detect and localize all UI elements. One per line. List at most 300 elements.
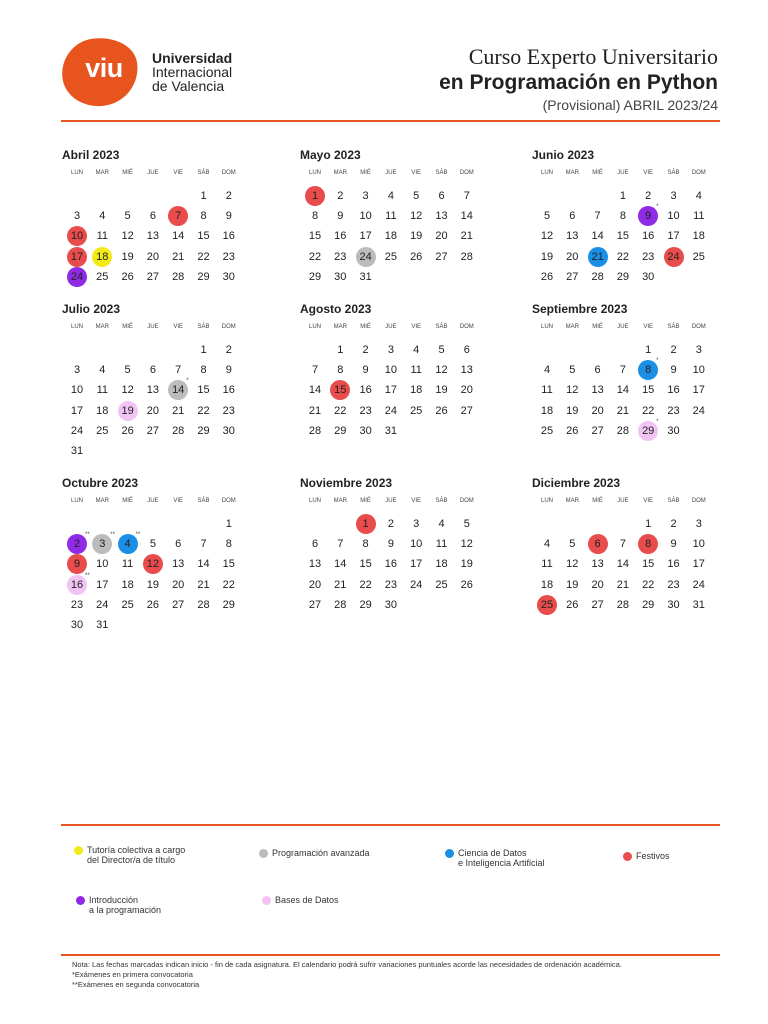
day: 24 [692,404,705,417]
day: 23 [642,250,655,263]
title-line2: en Programación en Python [439,71,718,94]
day: 30 [667,598,680,611]
day: 10 [96,558,109,571]
day: 31 [692,598,705,611]
day-gray: 24 [356,247,376,267]
legend-label-line: Bases de Datos [275,895,339,905]
weekday-label: VIE [643,170,654,176]
day: 21 [197,578,210,591]
weekday-label: MAR [565,498,579,504]
weekday-label: DOM [459,324,474,330]
legend-label-line: Ciencia de Datos [458,848,527,858]
day: 8 [311,210,319,223]
day: 13 [566,230,579,243]
weekday-label: DOM [459,498,474,504]
day: 2 [645,190,652,202]
day: 25 [384,250,398,263]
day: 17 [70,404,84,417]
day: 4 [413,344,420,356]
day: 15 [616,230,630,243]
day: 13 [172,558,185,571]
weekday-label: SÁB [197,498,210,504]
month-title: Octubre 2023 [62,476,139,490]
day: 30 [70,619,84,631]
day: 4 [438,518,445,530]
day: 3 [73,210,81,223]
day: 2 [670,344,677,356]
legend-dot-purple [76,896,85,905]
exam-marker: * [656,358,659,365]
day: 22 [197,404,210,417]
day: 30 [334,270,347,283]
day: 6 [438,190,445,202]
day: 19 [540,250,554,263]
day: 15 [197,230,210,243]
day: 14 [334,558,347,571]
weekday-label: SÁB [435,498,448,504]
day: 1 [337,344,344,356]
day: 7 [619,364,626,377]
day-red: 15 [330,380,350,400]
day: 2 [225,344,232,356]
day: 12 [121,230,134,243]
day: 5 [569,538,576,551]
day: 6 [594,364,601,377]
day: 2 [670,518,677,530]
day: 29 [222,598,235,611]
weekday-label: VIE [173,170,184,176]
day: 22 [334,404,347,417]
day: 23 [667,404,680,417]
day: 4 [543,364,551,377]
weekday-label: VIE [173,324,184,330]
day: 16 [359,384,372,397]
day-gray: 14 [168,380,188,400]
note-second-call: **Exámenes en segunda convocatoria [72,980,200,989]
weekday-label: DOM [691,170,706,176]
legend-label [458,848,545,868]
day: 7 [619,538,626,551]
day: 30 [359,424,372,437]
day: 27 [460,404,473,417]
month-title: Septiembre 2023 [532,302,628,316]
day: 16 [384,558,398,571]
weekday-label: JUE [617,170,629,176]
day: 18 [96,404,109,417]
day: 29 [197,270,210,283]
day: 21 [616,404,630,417]
weekday-label: DOM [221,324,236,330]
exam-marker: ** [85,572,90,579]
weekday-label: SÁB [435,170,448,176]
day-pink: 16 [67,575,87,595]
day: 19 [566,578,579,591]
legend-label-line: Programación avanzada [272,848,370,858]
day: 18 [540,404,554,417]
day: 30 [667,424,680,437]
weekday-label: JUE [147,170,159,176]
day: 15 [197,384,210,397]
weekday-label: MIÉ [122,324,133,330]
day: 20 [172,578,185,591]
day: 4 [99,364,106,377]
day: 23 [70,598,84,611]
weekday-label: LUN [70,498,83,504]
day: 16 [667,558,680,571]
day: 15 [359,558,372,571]
legend-label-line: Introducción [89,895,139,905]
day-red: 24 [664,247,684,267]
day: 10 [359,210,372,223]
day: 18 [410,384,423,397]
legend-label-line: a la programación [89,905,162,915]
day: 6 [175,538,182,551]
day: 27 [146,270,160,283]
weekday-label: VIE [643,498,654,504]
day: 5 [543,210,551,223]
day: 14 [172,230,185,243]
legend-label [87,845,185,865]
exam-marker: ** [135,532,141,539]
day: 6 [149,364,156,377]
day: 13 [460,364,473,377]
day: 12 [460,538,473,551]
weekday-label: JUE [617,324,629,330]
day: 11 [96,230,108,243]
day-blue: 21 [588,247,608,267]
weekday-label: JUE [385,170,397,176]
day: 11 [541,384,553,397]
weekday-label: MIÉ [122,170,133,176]
day: 20 [460,384,473,397]
day: 20 [435,230,448,243]
day: 1 [645,344,652,356]
day: 11 [410,364,422,377]
university-name-line2: Internacional [152,64,233,80]
weekday-label: MIÉ [592,324,603,330]
month-title: Julio 2023 [62,302,121,316]
day: 26 [146,598,160,611]
weekday-label: SÁB [197,170,210,176]
day: 28 [172,270,185,283]
weekday-label: MAR [95,498,109,504]
day: 18 [384,230,398,243]
month-title: Abril 2023 [62,148,120,162]
day: 3 [387,344,394,356]
day: 8 [337,364,344,377]
day: 5 [463,518,470,530]
day: 23 [384,578,398,591]
day: 4 [99,210,106,223]
university-name-line1: Universidad [152,50,233,66]
day: 6 [569,210,576,223]
day-red: 10 [67,226,87,246]
day-purple: 2 [67,534,87,554]
day: 16 [334,230,347,243]
day: 21 [334,578,347,591]
day: 15 [308,230,322,243]
weekday-label: VIE [411,324,422,330]
day: 27 [591,424,604,437]
day: 23 [359,404,372,417]
day: 30 [384,598,398,611]
legend-dot-pink [262,896,271,905]
day: 7 [175,364,182,377]
day-pink: 29 [638,421,658,441]
day: 1 [225,518,232,530]
day: 5 [124,210,131,223]
month-title: Junio 2023 [532,148,595,162]
legend-divider [61,824,720,826]
day: 8 [200,210,207,223]
day-red: 12 [143,554,163,574]
day-red: 8 [638,534,658,554]
weekday-label: SÁB [667,324,680,330]
day: 16 [642,230,655,243]
day: 27 [308,598,322,611]
day: 31 [96,619,109,631]
day-red: 1 [356,514,376,534]
day: 14 [591,230,604,243]
day: 24 [410,578,423,591]
day: 3 [362,190,369,202]
day: 28 [616,598,630,611]
day: 17 [384,384,398,397]
day-red: 17 [67,247,87,267]
day: 3 [73,364,81,377]
day: 5 [124,364,131,377]
legend-label [272,848,370,858]
weekday-label: SÁB [197,324,210,330]
weekday-label: LUN [540,170,553,176]
legend-dot-gray [259,849,268,858]
day: 2 [225,190,232,202]
day: 27 [172,598,185,611]
day: 11 [693,210,705,223]
day: 11 [96,384,108,397]
day: 28 [334,598,347,611]
day-red: 7 [168,206,188,226]
weekday-label: SÁB [667,498,680,504]
day: 18 [435,558,448,571]
day: 21 [616,578,630,591]
day: 17 [692,384,705,397]
day: 29 [197,424,210,437]
day: 3 [670,190,677,202]
legend-dot-blue [445,849,454,858]
day: 23 [222,250,235,263]
weekday-label: DOM [221,170,236,176]
weekday-label: LUN [308,170,321,176]
weekday-label: LUN [70,324,83,330]
day: 12 [121,384,134,397]
day: 11 [435,538,448,551]
day: 17 [96,578,109,591]
weekday-label: VIE [643,324,654,330]
weekday-label: LUN [308,498,321,504]
day: 19 [566,404,579,417]
month-title: Diciembre 2023 [532,476,621,490]
weekday-label: MAR [333,170,347,176]
day: 27 [566,270,579,283]
day: 17 [692,558,705,571]
weekday-label: MIÉ [360,170,371,176]
weekday-label: VIE [411,498,422,504]
day: 15 [642,558,655,571]
weekday-label: VIE [411,170,422,176]
day: 13 [308,558,322,571]
month-title: Agosto 2023 [300,302,372,316]
day: 7 [200,538,207,551]
weekday-label: DOM [459,170,474,176]
weekday-label: LUN [308,324,321,330]
weekday-label: MIÉ [360,324,371,330]
document-title [439,44,718,115]
day: 13 [591,384,604,397]
day: 20 [308,578,322,591]
day: 21 [460,230,473,243]
weekday-label: LUN [540,324,553,330]
day: 28 [308,424,322,437]
weekday-label: MAR [95,324,109,330]
day: 1 [619,190,626,202]
day: 28 [172,424,185,437]
day: 9 [225,210,232,223]
weekday-label: DOM [691,498,706,504]
legend-label [89,895,161,915]
header-divider [61,120,720,122]
exam-marker: * [656,418,659,425]
day: 20 [146,404,160,417]
day: 16 [667,384,680,397]
day: 11 [121,558,134,571]
weekday-label: VIE [173,498,184,504]
weekday-label: LUN [70,170,83,176]
day: 8 [225,538,232,551]
day: 13 [591,558,604,571]
note-main: Nota: Las fechas marcadas indican inicio - fin de cada asignatura. El calendario podrá sufrir variaciones puntuales acorde las necesidades de ordenación académica. [72,960,622,969]
day-red: 6 [588,534,608,554]
day: 14 [460,210,473,223]
weekday-label: SÁB [667,170,680,176]
day: 7 [463,190,470,202]
day-gray: 3 [92,534,112,554]
day: 8 [362,538,369,551]
day-red: 9 [67,554,87,574]
day: 7 [337,538,344,551]
day: 29 [616,270,630,283]
day: 9 [337,210,344,223]
day: 4 [387,190,394,202]
day: 1 [200,190,207,202]
day: 20 [591,404,604,417]
day: 12 [566,384,579,397]
day: 26 [435,404,448,417]
day: 25 [410,404,423,417]
day: 21 [172,250,185,263]
legend-label-line: Tutoría colectiva a cargo [87,845,186,855]
day: 17 [410,558,423,571]
day: 14 [616,384,630,397]
day: 6 [463,344,470,356]
day: 9 [225,364,232,377]
weekday-label: MAR [565,170,579,176]
day: 25 [435,578,448,591]
weekday-label: MIÉ [592,498,603,504]
exam-marker: * [186,378,189,385]
weekday-label: JUE [385,324,397,330]
day: 16 [222,384,235,397]
day: 31 [384,424,398,437]
day: 12 [435,364,448,377]
weekday-label: MAR [95,170,109,176]
day: 28 [616,424,630,437]
day: 19 [410,230,423,243]
weekday-label: JUE [617,498,629,504]
day: 10 [70,384,84,397]
day: 10 [692,364,705,377]
day-red: 25 [537,595,557,615]
title-line1: Curso Experto Universitario [468,44,718,69]
weekday-label: MAR [565,324,579,330]
day: 25 [121,598,134,611]
day: 22 [308,250,322,263]
day: 29 [308,270,322,283]
day: 24 [96,598,109,611]
day: 12 [540,230,554,243]
day: 2 [362,344,369,356]
day: 28 [197,598,210,611]
day: 18 [692,230,705,243]
day-purple: 24 [67,267,87,287]
day: 11 [385,210,397,223]
day: 14 [308,384,322,397]
day-purple: 9 [638,206,658,226]
day: 31 [359,270,372,283]
day: 25 [540,424,554,437]
day: 26 [121,424,134,437]
day: 18 [121,578,134,591]
day: 24 [384,404,398,417]
day: 28 [591,270,604,283]
day: 5 [149,538,156,551]
day: 26 [410,250,423,263]
day: 22 [642,578,655,591]
day: 14 [197,558,210,571]
day: 19 [121,250,134,263]
day: 26 [566,424,579,437]
day: 29 [359,598,372,611]
day: 22 [197,250,210,263]
legend-dot-red [623,852,632,861]
day: 26 [540,270,554,283]
day: 25 [96,424,109,437]
weekday-label: JUE [147,324,159,330]
day: 21 [308,404,322,417]
day: 17 [359,230,372,243]
day: 20 [146,250,160,263]
day: 1 [645,518,652,530]
day: 19 [460,558,473,571]
weekday-label: DOM [221,498,236,504]
day: 22 [359,578,372,591]
day: 16 [222,230,235,243]
day: 9 [670,538,677,551]
day-yellow: 18 [92,247,112,267]
exam-marker: ** [85,532,90,539]
weekday-label: MAR [333,324,347,330]
day: 11 [541,558,553,571]
